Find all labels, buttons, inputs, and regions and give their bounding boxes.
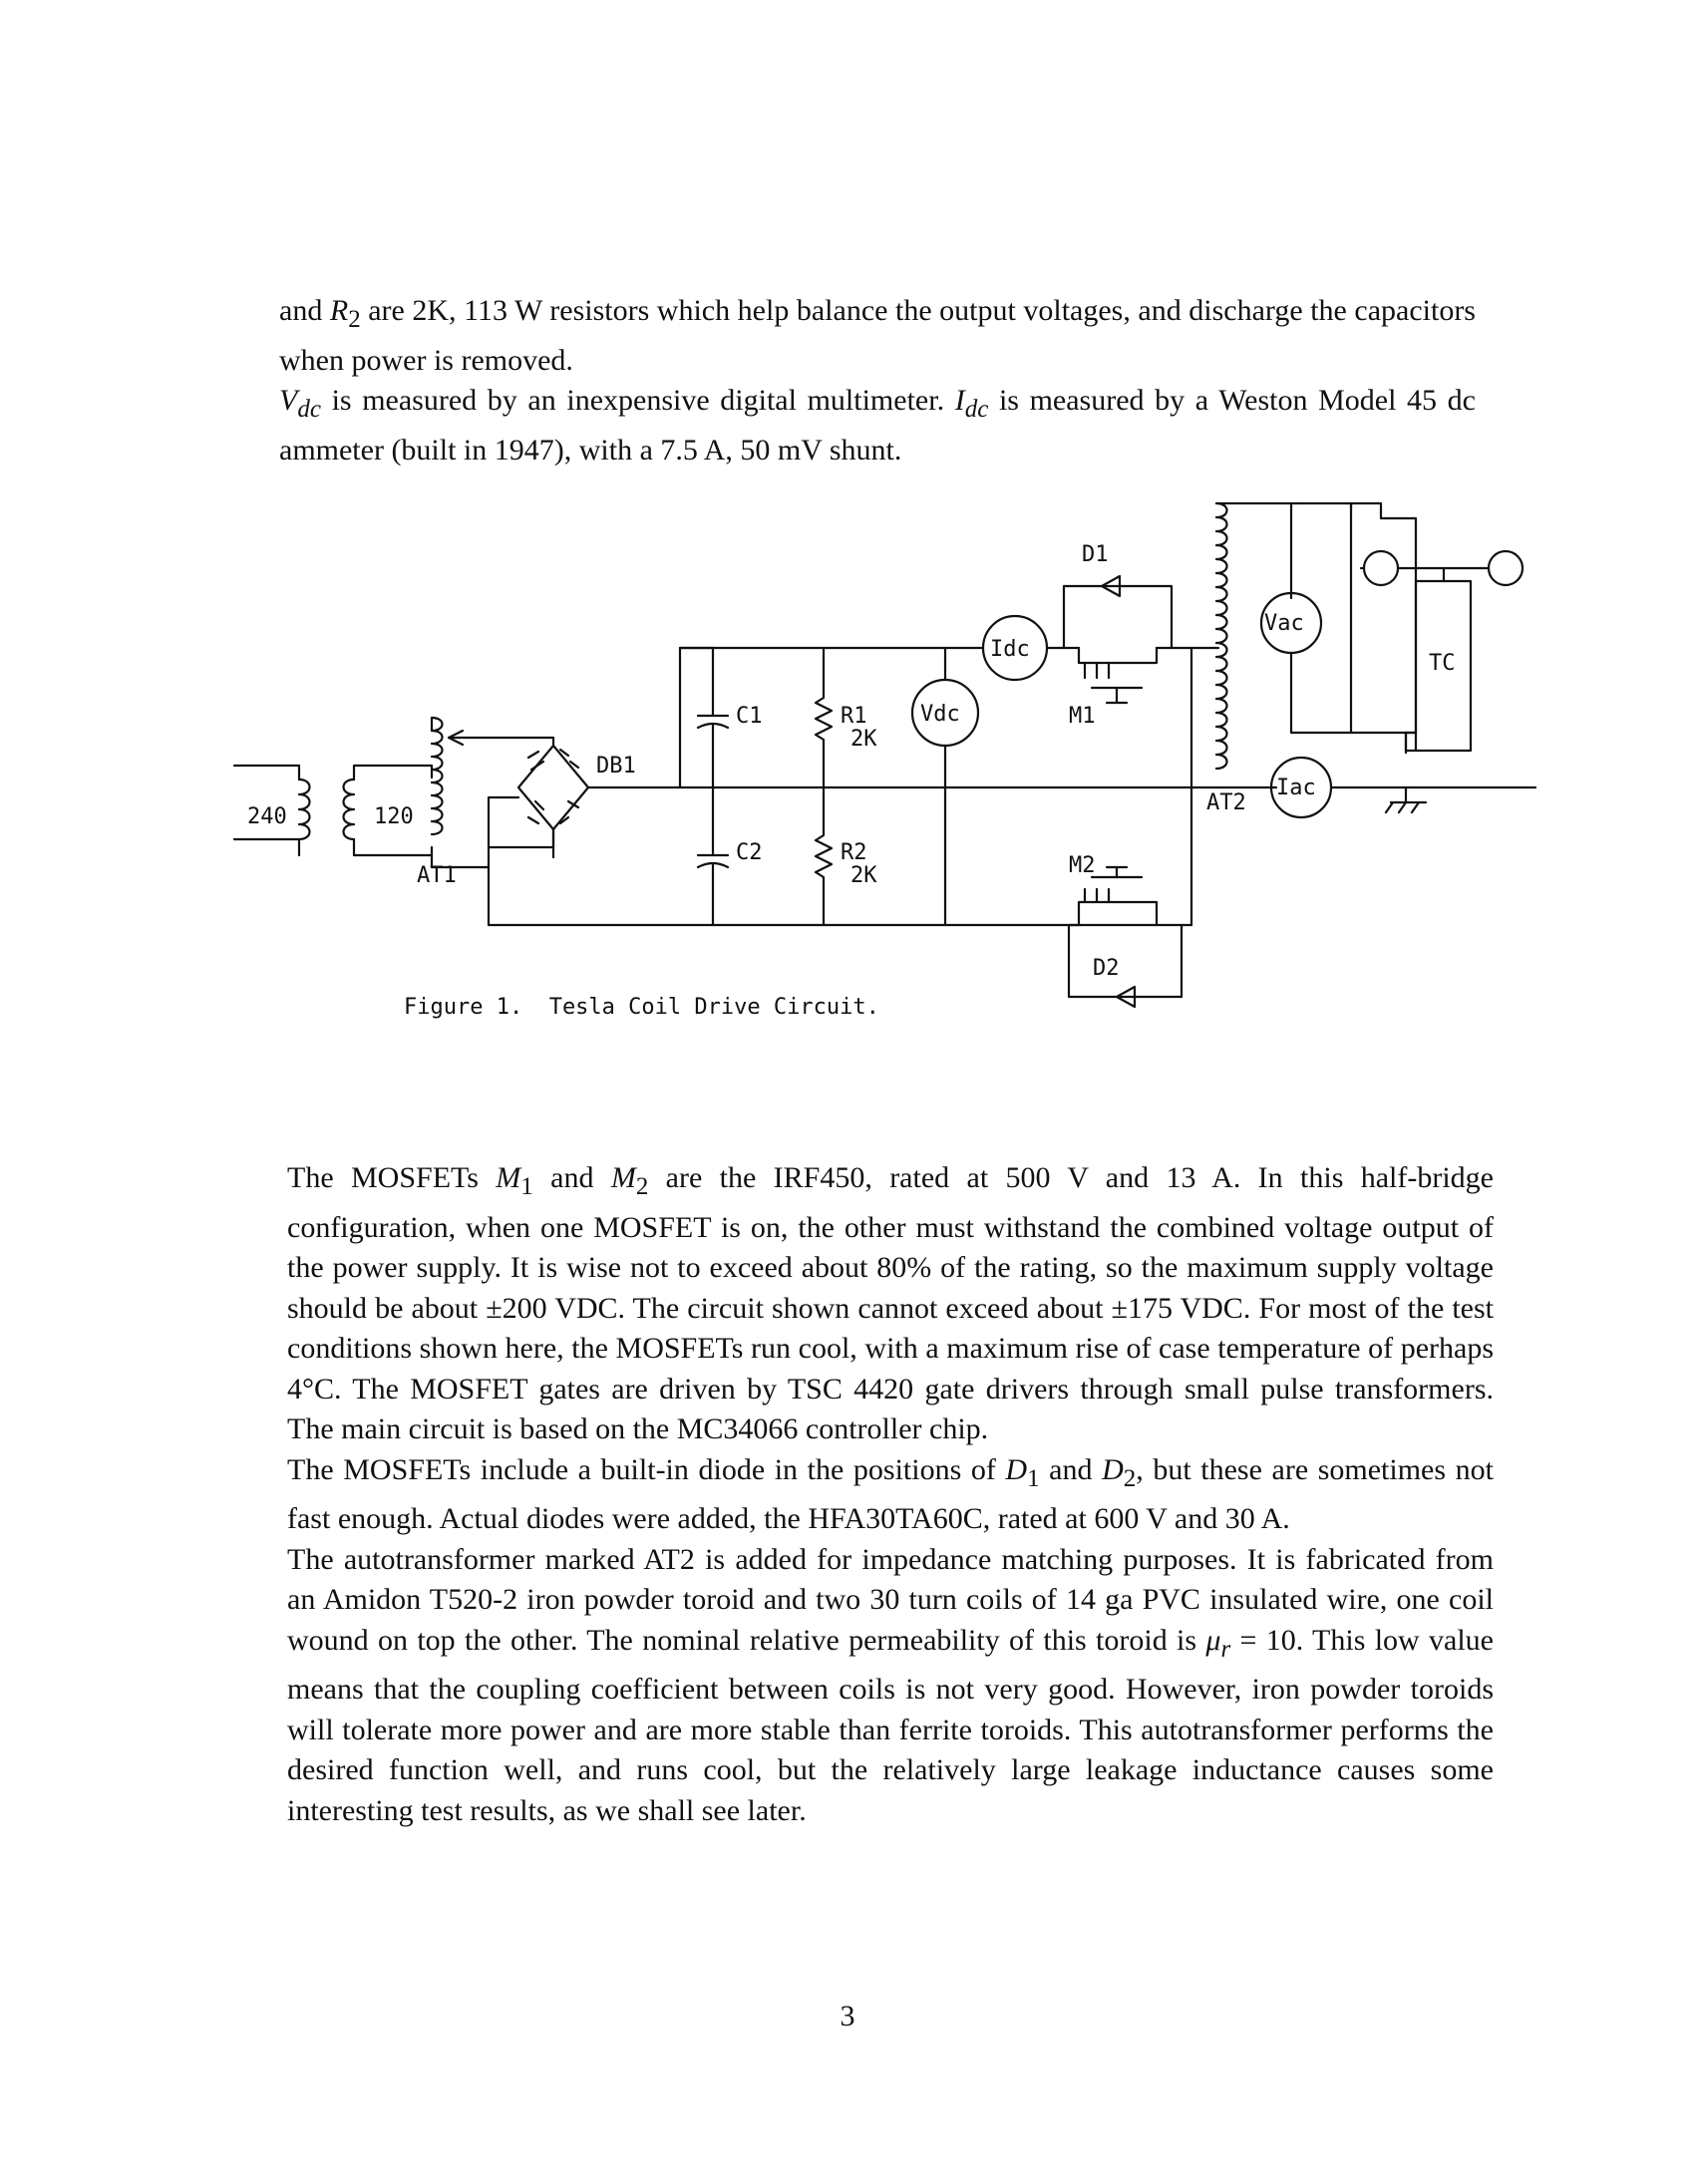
circuit-diagram bbox=[0, 478, 1695, 1037]
label-d2: D2 bbox=[1093, 956, 1120, 981]
label-r1-value: 2K bbox=[850, 727, 877, 752]
label-d1: D1 bbox=[1082, 542, 1109, 567]
label-idc: Idc bbox=[990, 637, 1030, 662]
label-r1: R1 bbox=[841, 704, 867, 729]
intro-paragraph bbox=[279, 291, 1476, 470]
label-r2: R2 bbox=[841, 840, 867, 865]
label-at1: AT1 bbox=[417, 863, 457, 888]
intro-text: and $R_2$ are 2K, 113 W resistors which help balance the output voltages, and discharge the capacitors when power is removed. bbox=[279, 294, 1476, 377]
label-m2: M2 bbox=[1069, 853, 1096, 878]
label-240: 240 bbox=[247, 804, 287, 829]
body-paragraphs bbox=[287, 1158, 1494, 1831]
label-vac: Vac bbox=[1264, 611, 1304, 636]
label-db1: DB1 bbox=[596, 754, 636, 779]
label-vdc: Vdc bbox=[920, 702, 960, 727]
mosfet-paragraph: The MOSFETs $M_1$ and $M_2$ are the IRF450, rated at 500 V and 13 A. In this half-bridge configuration, when one MOSFET is on, the other must withstand the combined voltage output of the power supply. It is wise not to exceed about 80% of the rating, so the maximum supply voltage should be about ±200 VDC. The circuit shown cannot exceed about ±175 VDC. For most of the test conditions shown here, the MOSFETs run cool, with a maximum rise of case temperature of perhaps 4°C. The MOSFET gates are driven by TSC 4420 gate drivers through small pulse transformers. The main circuit is based on the MC34066 controller chip. bbox=[287, 1161, 1494, 1445]
label-m1: M1 bbox=[1069, 704, 1096, 729]
label-c1: C1 bbox=[736, 704, 763, 729]
figure-caption: Figure 1. Tesla Coil Drive Circuit. bbox=[404, 995, 879, 1020]
intro-measure-text: $V_{dc}$ is measured by an inexpensive digital multimeter. $I_{dc}$ is measured by a Weston Model 45 dc ammeter (built in 1947), with a 7.5 A, 50 mV shunt. bbox=[279, 384, 1476, 467]
label-tc: TC bbox=[1429, 651, 1456, 676]
label-c2: C2 bbox=[736, 840, 763, 865]
autotransformer-paragraph: The autotransformer marked AT2 is added for impedance matching purposes. It is fabricated from an Amidon T520-2 iron powder toroid and two 30 turn coils of 14 ga PVC insulated wire, one coil wound on top the other. The nominal relative permeability of this toroid is $\mu_r = 10$. This low value means that the coupling coefficient between coils is not very good. However, iron powder toroids will tolerate more power and are more stable than ferrite toroids. This autotransformer performs the desired function well, and runs cool, but the relatively large leakage inductance causes some interesting test results, as we shall see later. bbox=[287, 1542, 1494, 1827]
label-r2-value: 2K bbox=[850, 863, 877, 888]
page-number: 3 bbox=[840, 2000, 855, 2032]
label-iac: Iac bbox=[1276, 776, 1316, 800]
diode-paragraph: The MOSFETs include a built-in diode in the positions of $D_1$ and $D_2$, but these are sometimes not fast enough. Actual diodes were added, the HFA30TA60C, rated at 600 V and 30 A. bbox=[287, 1452, 1494, 1535]
label-at2: AT2 bbox=[1206, 790, 1246, 815]
label-120: 120 bbox=[374, 804, 414, 829]
